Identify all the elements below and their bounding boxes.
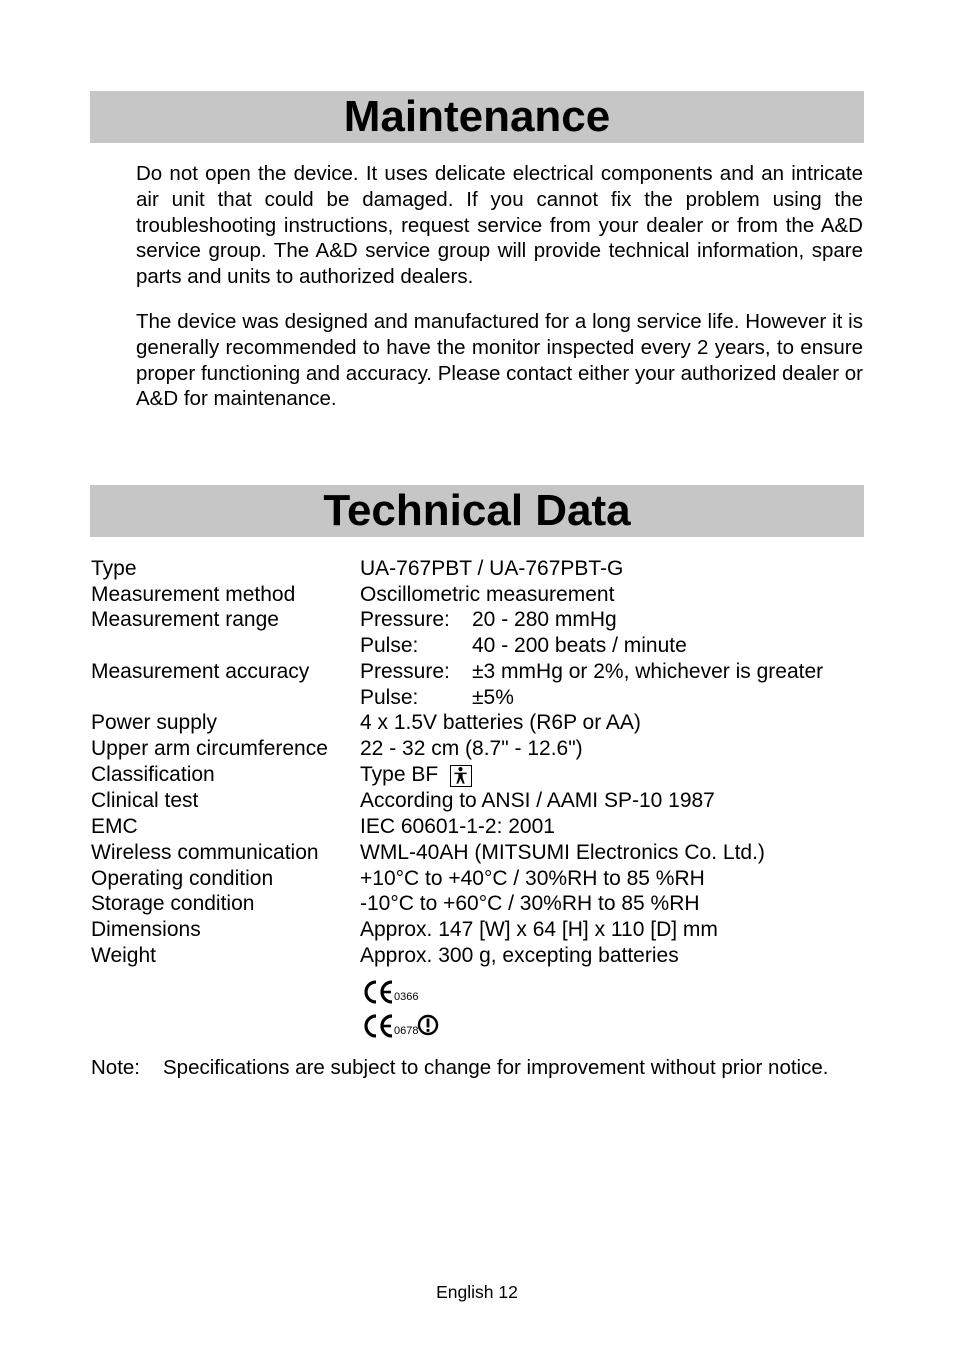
spec-row-arm <box>91 736 861 762</box>
spec-value: Approx. 147 [W] x 64 [H] x 110 [D] mm <box>360 918 718 941</box>
ce-notified-body-number: 0678 <box>394 1025 419 1037</box>
spec-label: Wireless communication <box>91 841 319 864</box>
spec-row-method <box>91 582 861 608</box>
spec-value: 40 - 200 beats / minute <box>472 634 687 657</box>
spec-value-wrap <box>360 762 472 788</box>
spec-label: Type <box>91 557 137 580</box>
spec-label: Dimensions <box>91 918 201 941</box>
ce-mark-icon <box>360 977 430 1007</box>
spec-label: Weight <box>91 944 156 967</box>
spec-row-power <box>91 710 861 736</box>
spec-row-storage <box>91 891 861 917</box>
spec-label: Power supply <box>91 711 218 734</box>
ce-mark-alert-icon <box>360 1011 450 1041</box>
spec-row-clinical <box>91 788 861 814</box>
type-bf-icon <box>450 765 472 787</box>
spec-value: 22 - 32 cm (8.7" - 12.6") <box>360 737 583 760</box>
maintenance-paragraph-2: The device was designed and manufactured for a long service life. However it is generally recommended to have the monitor inspected every 2 years, to ensure proper functioning and accuracy. Please contact either your authorized dealer or A&D for maintenance. <box>136 310 863 411</box>
spec-value: +10°C to +40°C / 30%RH to 85 %RH <box>360 867 705 890</box>
spec-row-range-pressure <box>91 607 861 633</box>
spec-label: Storage condition <box>91 892 255 915</box>
spec-value: 20 - 280 mmHg <box>472 608 617 631</box>
spec-sublabel: Pressure: <box>360 660 450 683</box>
spec-label: Upper arm circumference <box>91 737 328 760</box>
page-footer: English 12 <box>436 1282 518 1302</box>
ce-notified-body-number: 0366 <box>394 991 419 1003</box>
spec-label: Measurement range <box>91 608 279 631</box>
spec-label: Measurement accuracy <box>91 660 310 683</box>
spec-sublabel: Pulse: <box>360 686 419 709</box>
spec-value: ±3 mmHg or 2%, whichever is greater <box>472 660 824 683</box>
spec-value: Approx. 300 g, excepting batteries <box>360 944 679 967</box>
spec-label: Operating condition <box>91 867 274 890</box>
spec-value: Oscillometric measurement <box>360 583 615 606</box>
spec-value: -10°C to +60°C / 30%RH to 85 %RH <box>360 892 700 915</box>
spec-row-range-pulse <box>91 633 861 659</box>
spec-row-wireless <box>91 840 861 866</box>
spec-value: 4 x 1.5V batteries (R6P or AA) <box>360 711 641 734</box>
spec-value: WML-40AH (MITSUMI Electronics Co. Ltd.) <box>360 841 765 864</box>
spec-label: Classification <box>91 763 215 786</box>
spec-label: EMC <box>91 815 138 838</box>
spec-value: ±5% <box>472 686 514 709</box>
spec-sublabel: Pressure: <box>360 608 450 631</box>
note-label: Note: <box>91 1056 140 1079</box>
technical-data-heading: Technical Data <box>90 485 864 537</box>
spec-row-emc <box>91 814 861 840</box>
spec-label: Measurement method <box>91 583 296 606</box>
spec-row-classification <box>91 762 861 788</box>
spec-row-weight <box>91 943 861 969</box>
maintenance-paragraph-1: Do not open the device. It uses delicate electrical components and an intricate air unit that could be damaged. If you cannot fix the problem using the troubleshooting instructions, request service from your dealer or from the A&D service group. The A&D service group will provide technical information, spare parts and units to authorized dealers. <box>136 162 863 289</box>
spec-sublabel: Pulse: <box>360 634 419 657</box>
spec-row-type <box>91 556 861 582</box>
spec-value: Type BF <box>360 763 439 786</box>
spec-row-accuracy-pressure <box>91 659 861 685</box>
spec-label: Clinical test <box>91 789 199 812</box>
spec-value: IEC 60601-1-2: 2001 <box>360 815 555 838</box>
maintenance-heading: Maintenance <box>90 91 864 143</box>
spec-value: According to ANSI / AAMI SP-10 1987 <box>360 789 715 812</box>
spec-row-dimensions <box>91 917 861 943</box>
spec-value: UA-767PBT / UA-767PBT-G <box>360 557 624 580</box>
note-text: Specifications are subject to change for improvement without prior notice. <box>163 1056 829 1079</box>
spec-row-accuracy-pulse <box>91 685 861 711</box>
spec-row-operating <box>91 866 861 892</box>
